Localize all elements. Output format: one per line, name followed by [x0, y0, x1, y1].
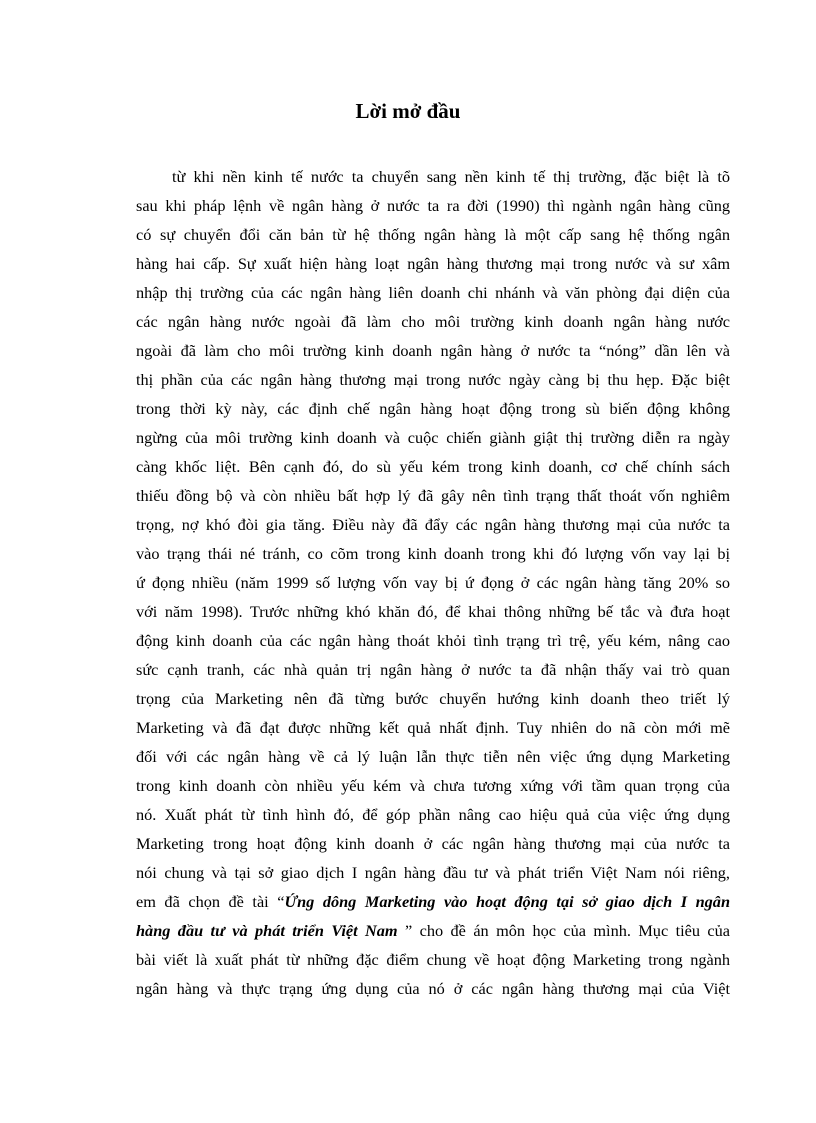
paragraph-line: thị phần của các ngân hàng thương mại trong nước ngày càng bị thu hẹp. Đặc biệt	[136, 370, 730, 389]
paragraph-line: có sự chuyển đổi căn bản từ hệ thống ngân hàng là một cấp sang hệ thống ngân	[136, 225, 730, 244]
paragraph-line: các ngân hàng nước ngoài đã làm cho môi trường kinh doanh ngân hàng nước	[136, 312, 730, 331]
paragraph-line: Marketing và đã đạt được những kết quả nhất định. Tuy nhiên do nã còn mới mẽ	[136, 718, 730, 737]
paragraph-line-topic-start	[136, 887, 730, 916]
paragraph-line: nhập thị trường của các ngân hàng liên doanh chi nhánh và văn phòng đại diện của	[136, 283, 730, 302]
paragraph-line: ngoài đã làm cho môi trường kinh doanh ngân hàng ở nước ta “nóng” dần lên và	[136, 341, 730, 360]
paragraph-line: trong kinh doanh còn nhiều yếu kém và chưa tương xứng với tầm quan trọng của	[136, 776, 730, 795]
paragraph-line-topic-end	[136, 916, 730, 945]
paragraph-line: thiếu đồng bộ và còn nhiều bất hợp lý đã gây nên tình trạng thất thoát vốn nghiêm	[136, 486, 730, 505]
paragraph-line: trọng của Marketing nên đã từng bước chuyển hướng kinh doanh theo triết lý	[136, 689, 730, 708]
paragraph-line: đối với các ngân hàng về cả lý luận lẫn thực tiễn nên việc ứng dụng Marketing	[136, 747, 730, 766]
paragraph-line: nói chung và tại sở giao dịch I ngân hàng đầu tư và phát triển Việt Nam nói riêng,	[136, 863, 730, 882]
paragraph-line: sau khi pháp lệnh về ngân hàng ở nước ta ra đời (1990) thì ngành ngân hàng cũng	[136, 196, 730, 215]
topic-title-part-1: Ứng dông Marketing vào hoạt động tại sở giao dịch I ngân	[284, 892, 730, 911]
paragraph-line: bài viết là xuất phát từ những đặc điểm chung về hoạt động Marketing trong ngành	[136, 950, 730, 969]
paragraph-line: ngừng của môi trường kinh doanh và cuộc chiến giành giật thị trường diễn ra ngày	[136, 428, 730, 447]
topic-lead-text: em đã chọn đề tài “	[136, 892, 285, 911]
paragraph-line: hàng hai cấp. Sự xuất hiện hàng loạt ngân hàng thương mại trong nước và sư xâm	[136, 254, 730, 273]
paragraph-line: ngân hàng và thực trạng ứng dụng của nó ở các ngân hàng thương mại của Việt	[136, 979, 730, 998]
topic-title-part-2: hàng đầu tư và phát triển Việt Nam	[136, 921, 398, 940]
paragraph-line: vào trạng thái né tránh, co cõm trong kinh doanh trong khi đó lượng vốn vay lại bị	[136, 544, 730, 563]
paragraph-line: trong thời kỳ này, các định chế ngân hàng hoạt động trong sù biến động không	[136, 399, 730, 418]
paragraph-line: ứ đọng nhiều (năm 1999 số lượng vốn vay bị ứ đọng ở các ngân hàng tăng 20% so	[136, 573, 730, 592]
paragraph-line: nó. Xuất phát từ tình hình đó, để góp phần nâng cao hiệu quả của việc ứng dụng	[136, 805, 730, 824]
topic-trailing-text: ” cho đề án môn học của mình. Mục tiêu của	[397, 921, 730, 940]
paragraph-line: Marketing trong hoạt động kinh doanh ở các ngân hàng thương mại của nước ta	[136, 834, 730, 853]
paragraph-line: trọng, nợ khó đòi gia tăng. Điều này đã đẩy các ngân hàng thương mại của nước ta	[136, 515, 730, 534]
page-title: Lời mở đầu	[355, 99, 461, 123]
paragraph-line: sức cạnh tranh, các nhà quản trị ngân hàng ở nước ta đã nhận thấy vai trò quan	[136, 660, 730, 679]
introduction-paragraph	[136, 162, 730, 1003]
paragraph-line: với năm 1998). Trước những khó khăn đó, để khai thông những bế tắc và đưa hoạt	[136, 602, 730, 621]
paragraph-line: từ khi nền kinh tế nước ta chuyển sang nền kinh tế thị trường, đặc biệt là tõ	[172, 167, 730, 186]
paragraph-line: động kinh doanh của các ngân hàng thoát khỏi tình trạng trì trệ, yếu kém, nâng cao	[136, 631, 730, 650]
paragraph-line: càng khốc liệt. Bên cạnh đó, do sù yếu kém trong kinh doanh, cơ chế chính sách	[136, 457, 730, 476]
